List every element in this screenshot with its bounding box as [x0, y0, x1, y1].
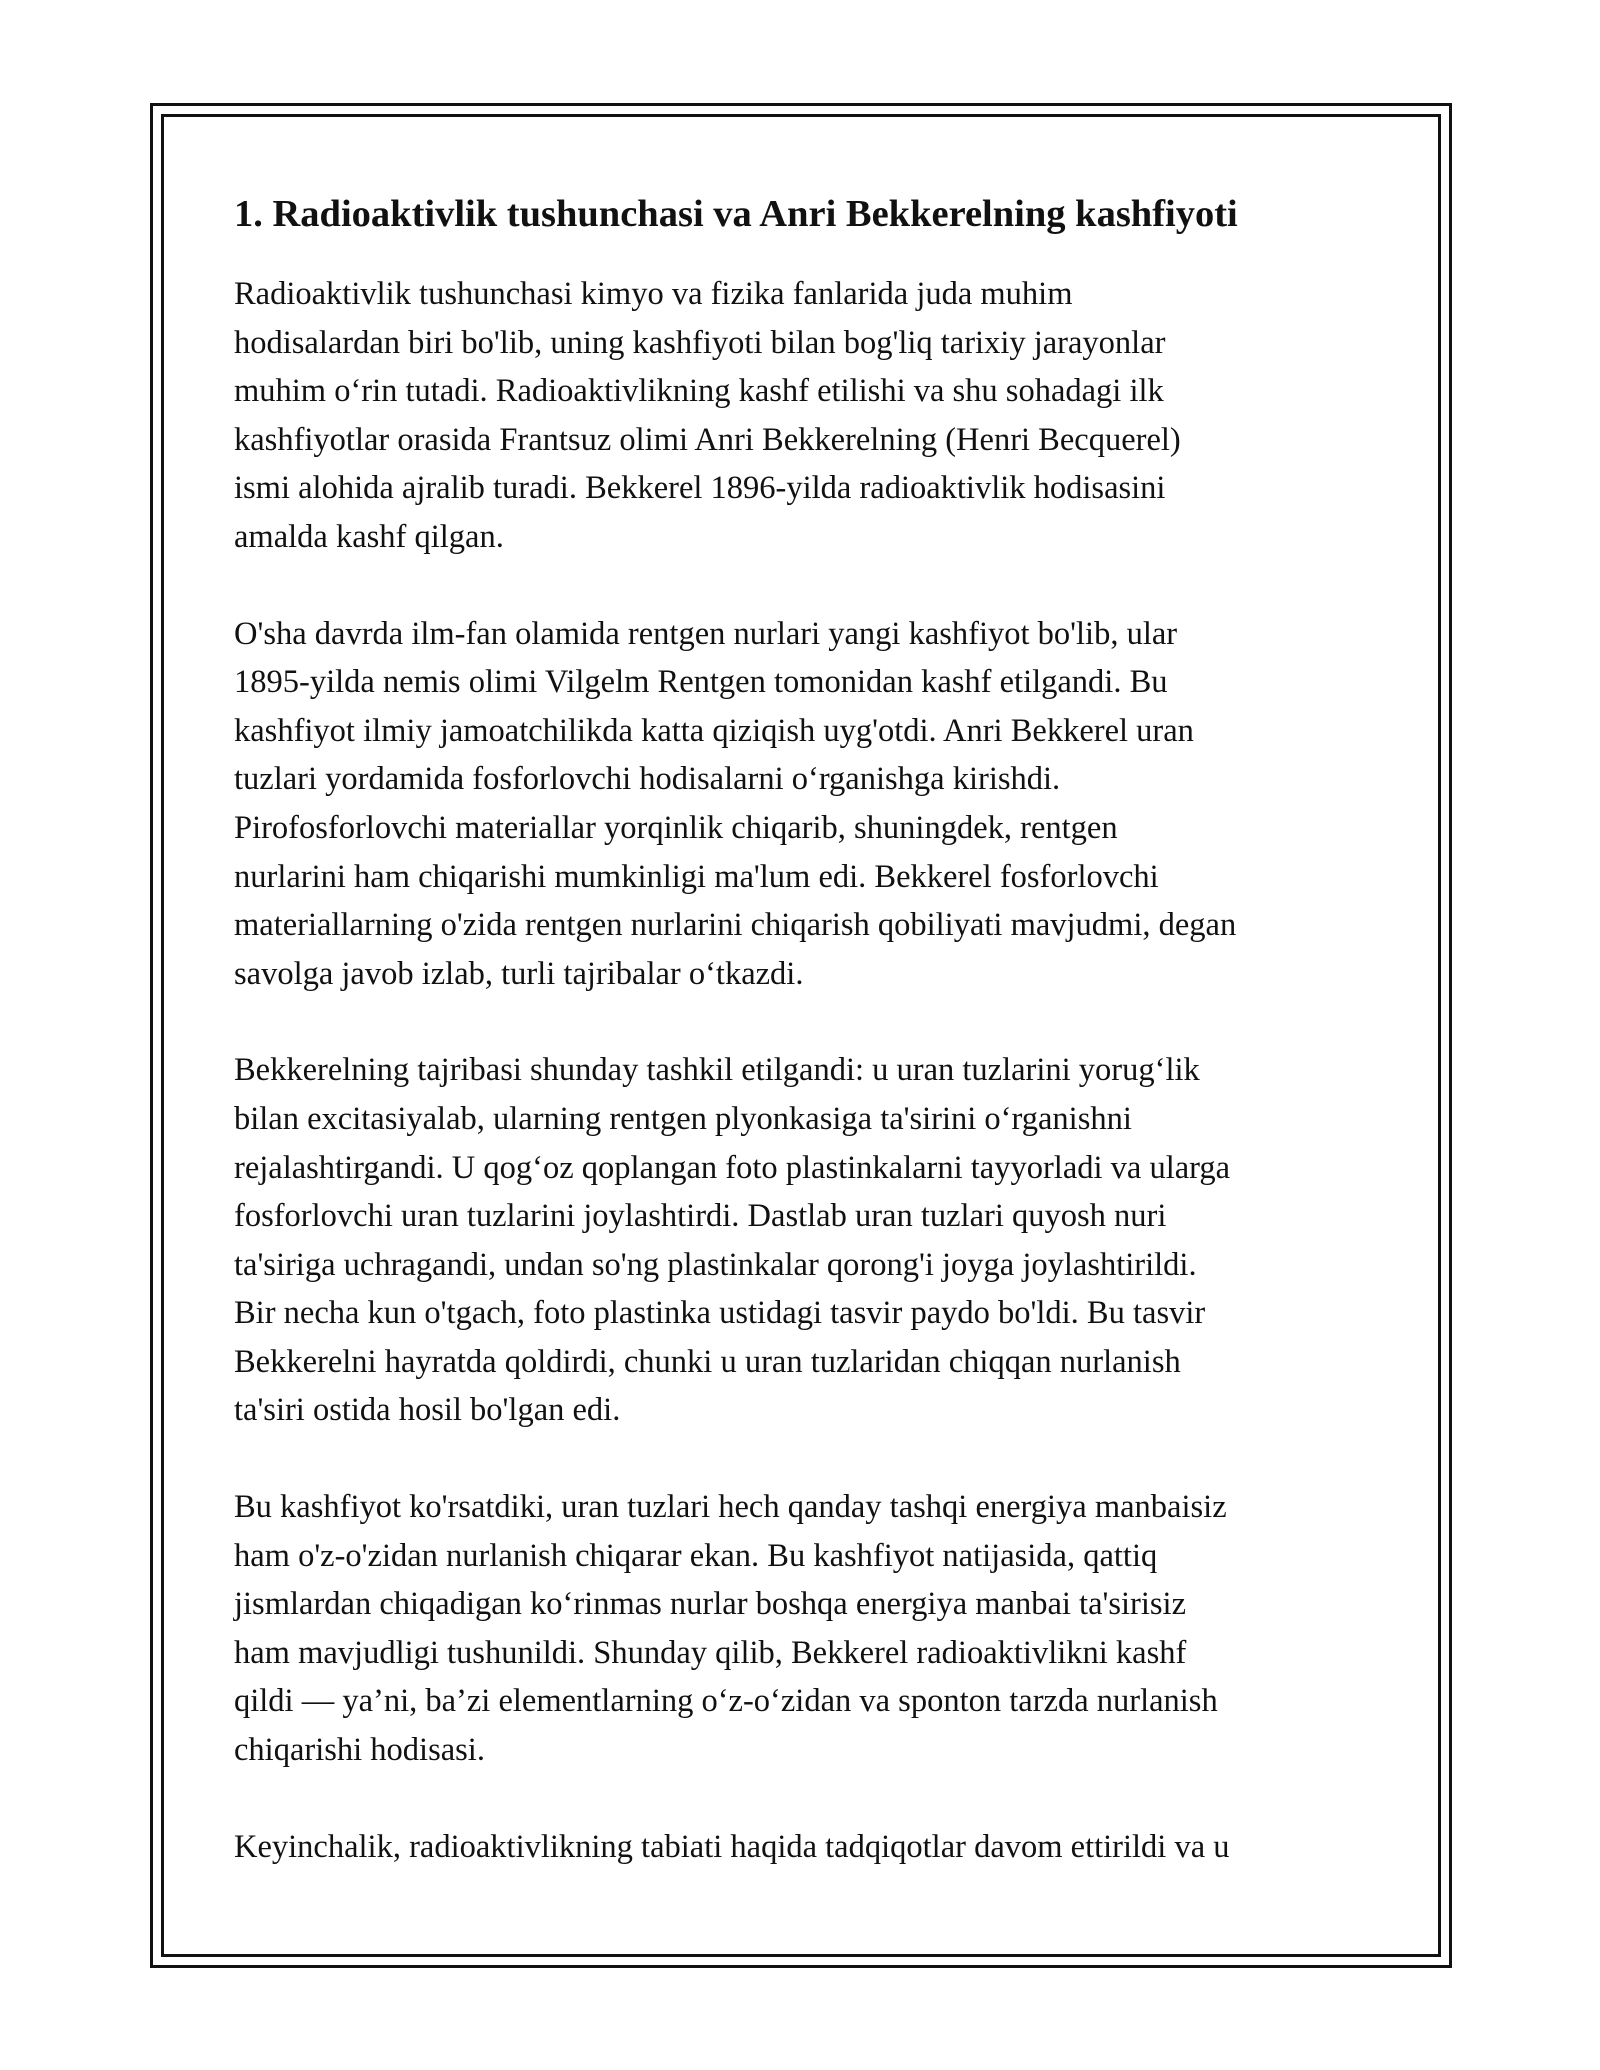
- text-line: qildi — ya’ni, ba’zi elementlarning o‘z-o‘zidan va sponton tarzda nurlanish: [234, 1683, 1218, 1720]
- text-line: ismi alohida ajralib turadi. Bekkerel 1896-yilda radioaktivlik hodisasini: [234, 470, 1166, 507]
- paragraph-5: [234, 1823, 1384, 1872]
- text-line: materiallarning o'zida rentgen nurlarini chiqarish qobiliyati mavjudmi, degan: [234, 907, 1237, 944]
- text-line: Keyinchalik, radioaktivlikning tabiati haqida tadqiqotlar davom ettirildi va u: [234, 1828, 1230, 1865]
- text-line: O'sha davrda ilm-fan olamida rentgen nurlari yangi kashfiyot bo'lib, ular: [234, 615, 1178, 652]
- text-line: nurlarini ham chiqarishi mumkinligi ma'lum edi. Bekkerel fosforlovchi: [234, 858, 1159, 895]
- text-line: tuzlari yordamida fosforlovchi hodisalarni o‘rganishga kirishdi.: [234, 761, 1061, 798]
- text-line: ta'siriga uchragandi, undan so'ng plastinkalar qorong'i joyga joylashtirildi.: [234, 1246, 1197, 1283]
- text-line: fosforlovchi uran tuzlarini joylashtirdi. Dastlab uran tuzlari quyosh nuri: [234, 1198, 1167, 1235]
- section-heading: 1. Radioaktivlik tushunchasi va Anri Bekkerelning kashfiyoti: [234, 193, 1238, 235]
- text-line: savolga javob izlab, turli tajribalar o‘tkazdi.: [234, 955, 804, 992]
- text-line: Bu kashfiyot ko'rsatdiki, uran tuzlari hech qanday tashqi energiya manbaisiz: [234, 1489, 1227, 1526]
- document-body: [234, 188, 1384, 1919]
- text-line: chiqarishi hodisasi.: [234, 1732, 485, 1769]
- text-line: kashfiyotlar orasida Frantsuz olimi Anri Bekkerelning (Henri Becquerel): [234, 421, 1181, 458]
- text-line: Bir necha kun o'tgach, foto plastinka ustidagi tasvir paydo bo'ldi. Bu tasvir: [234, 1295, 1206, 1332]
- text-line: Bekkerelning tajribasi shunday tashkil etilgandi: u uran tuzlarini yorug‘lik: [234, 1052, 1200, 1089]
- text-line: ta'siri ostida hosil bo'lgan edi.: [234, 1392, 621, 1429]
- paragraph-1: [234, 270, 1384, 562]
- text-line: Bekkerelni hayratda qoldirdi, chunki u uran tuzlaridan chiqqan nurlanish: [234, 1343, 1181, 1380]
- paragraph-4: [234, 1483, 1384, 1775]
- text-line: bilan excitasiyalab, ularning rentgen plyonkasiga ta'sirini o‘rganishni: [234, 1100, 1132, 1137]
- paragraph-2: [234, 610, 1384, 999]
- text-line: Pirofosforlovchi materiallar yorqinlik chiqarib, shuningdek, rentgen: [234, 809, 1118, 846]
- text-line: muhim o‘rin tutadi. Radioaktivlikning kashf etilishi va shu sohadagi ilk: [234, 373, 1164, 410]
- text-line: jismlardan chiqadigan ko‘rinmas nurlar boshqa energiya manbai ta'sirisiz: [234, 1586, 1186, 1623]
- text-line: 1895-yilda nemis olimi Vilgelm Rentgen tomonidan kashf etilgandi. Bu: [234, 664, 1168, 701]
- text-line: amalda kashf qilgan.: [234, 518, 504, 555]
- paragraph-3: [234, 1046, 1384, 1435]
- text-line: ham o'z-o'zidan nurlanish chiqarar ekan. Bu kashfiyot natijasida, qattiq: [234, 1537, 1158, 1574]
- text-line: kashfiyot ilmiy jamoatchilikda katta qiziqish uyg'otdi. Anri Bekkerel uran: [234, 712, 1194, 749]
- text-line: rejalashtirgandi. U qog‘oz qoplangan foto plastinkalarni tayyorladi va ularga: [234, 1149, 1231, 1186]
- text-line: hodisalardan biri bo'lib, uning kashfiyoti bilan bog'liq tarixiy jarayonlar: [234, 324, 1166, 361]
- text-line: ham mavjudligi tushunildi. Shunday qilib, Bekkerel radioaktivlikni kashf: [234, 1634, 1187, 1671]
- text-line: Radioaktivlik tushunchasi kimyo va fizika fanlarida juda muhim: [234, 276, 1073, 312]
